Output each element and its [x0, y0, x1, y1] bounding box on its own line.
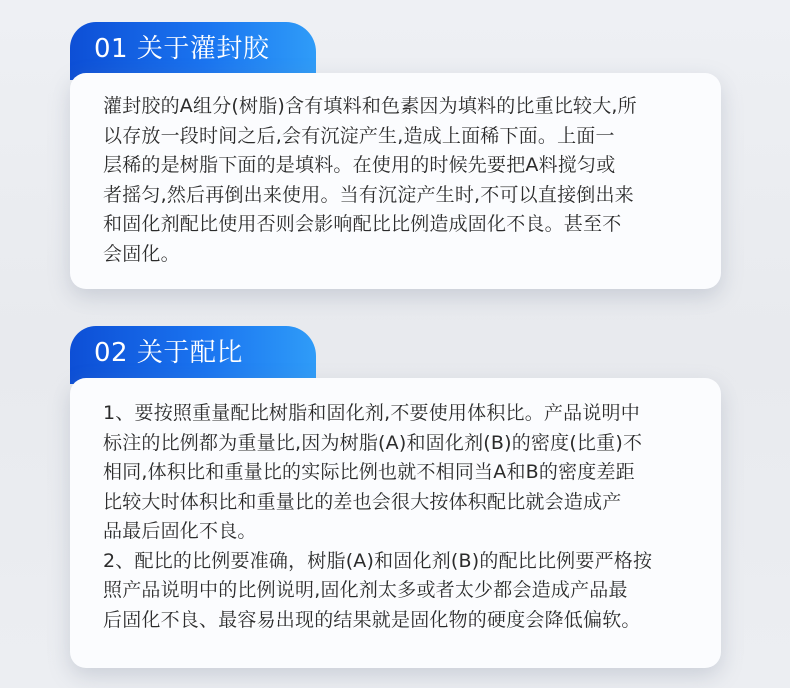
paragraph-line: 以存放一段时间之后,会有沉淀产生,造成上面稀下面。上面一	[103, 124, 615, 147]
paragraph-line: 1、要按照重量配比树脂和固化剂,不要使用体积比。产品说明中	[103, 402, 640, 424]
section-title-text: 02 关于配比	[94, 338, 243, 368]
paragraph-line: 相同,体积比和重量比的实际比例也就不相同当A和B的密度差距	[103, 461, 635, 483]
section-card-potting-adhesive	[70, 73, 721, 289]
paragraph-line: 2、配比的比例要准确，树脂(A)和固化剂(B)的配比比例要严格按	[103, 549, 653, 572]
paragraph-line: 比较大时体积比和重量比的差也会很大按体积配比就会造成产	[103, 490, 622, 513]
paragraph-line: 标注的比例都为重量比,因为树脂(A)和固化剂(B)的密度(比重)不	[103, 431, 643, 454]
section-title-mixing-ratio	[70, 326, 316, 384]
section-title-text: 01 关于灌封胶	[94, 34, 270, 64]
paragraph-line: 和固化剂配比使用否则会影响配比比例造成固化不良。甚至不	[103, 213, 622, 235]
section-card-mixing-ratio	[70, 378, 721, 668]
paragraph-line: 后固化不良、最容易出现的结果就是固化物的硬度会降低偏软。	[103, 608, 641, 631]
paragraph-line: 品最后固化不良。	[103, 520, 257, 542]
section-title-potting-adhesive	[70, 22, 316, 80]
paragraph-line: 层稀的是树脂下面的是填料。在使用的时候先要把A料搅匀或	[103, 154, 616, 176]
paragraph-line: 灌封胶的A组分(树脂)含有填料和色素因为填料的比重比较大,所	[103, 95, 637, 117]
paragraph-line: 会固化。	[103, 242, 180, 265]
paragraph-line: 者摇匀,然后再倒出来使用。当有沉淀产生时,不可以直接倒出来	[103, 183, 634, 206]
paragraph-line: 照产品说明中的比例说明,固化剂太多或者太少都会造成产品最	[103, 579, 628, 601]
